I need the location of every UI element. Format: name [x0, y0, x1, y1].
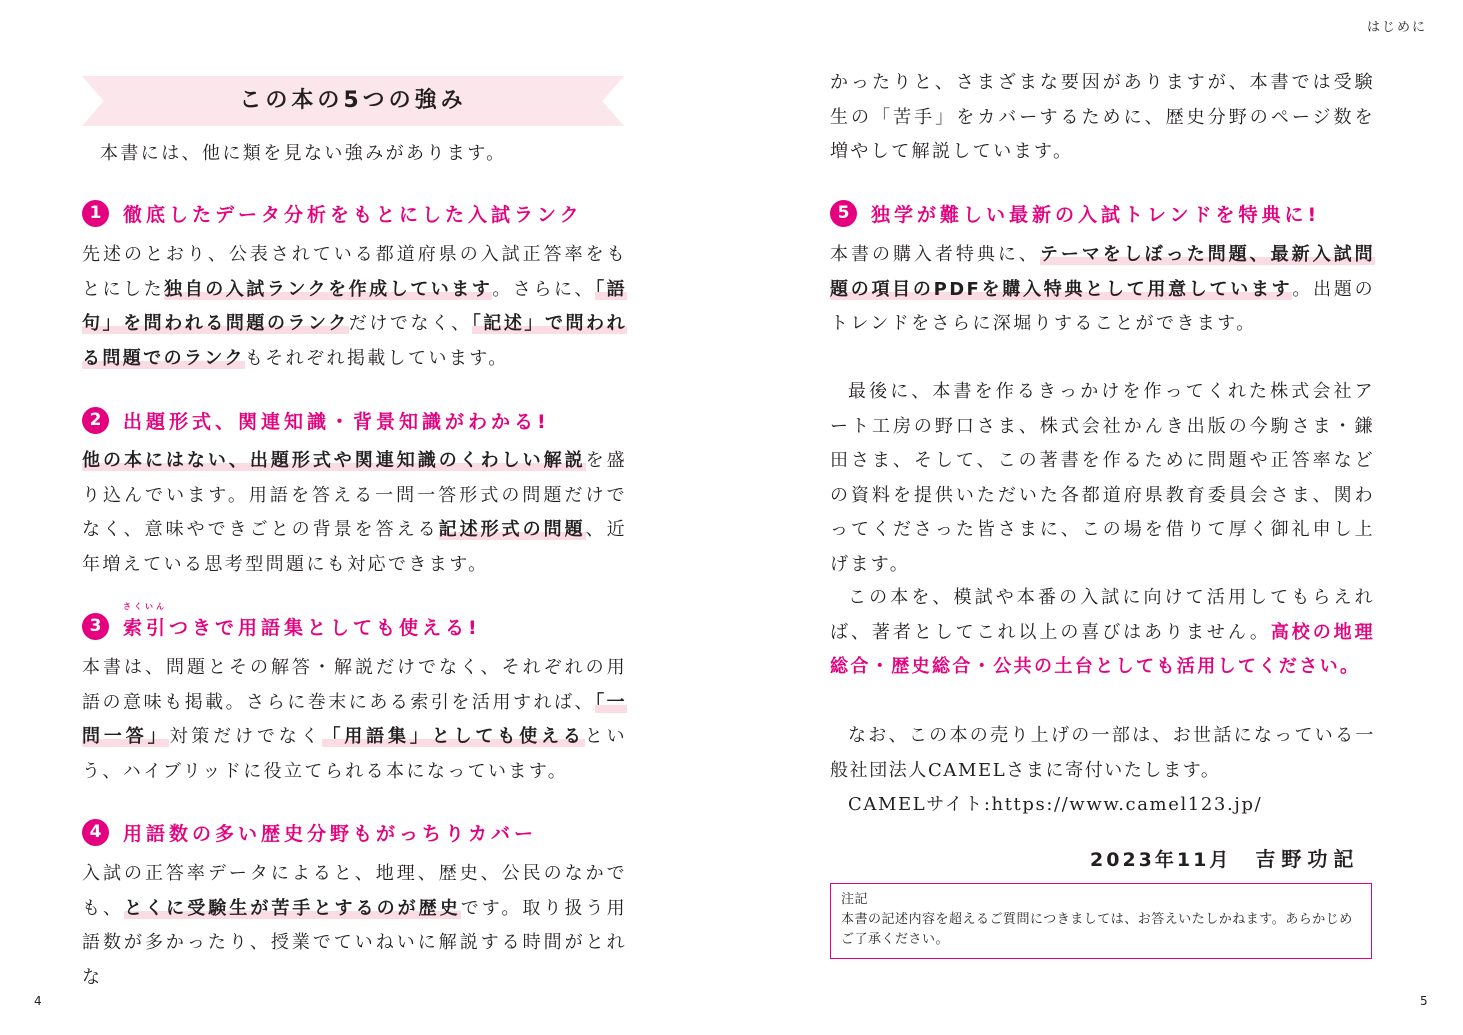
page-number-left: 4	[34, 994, 42, 1008]
camel-site-link[interactable]: CAMELサイト:https://www.camel123.jp/	[848, 794, 1263, 815]
strength-1-number: 1	[82, 200, 109, 227]
body-text: 。さらに、	[492, 278, 596, 300]
donation-text: なお、この本の売り上げの一部は、お世話になっている一般社団法人CAMELさまに寄付いたします。	[830, 725, 1375, 781]
body-text: もそれぞれ掲載しています。	[244, 347, 509, 369]
body-text: 本書は、問題とその解答・解説だけでなく、それぞれの用語の意味も掲載。さらに巻末にある索引を活用すれば、	[82, 657, 627, 713]
highlighted-phrase: 「記述」で問われる問題でのランク	[82, 313, 628, 369]
closing-text	[830, 581, 1375, 685]
strength-2-number: 2	[82, 407, 109, 434]
strength-1-title: 徹底したデータ分析をもとにした入試ランク	[123, 203, 583, 226]
strength-3-ruby-base-text: 索引	[123, 616, 170, 639]
strength-2-title: 出題形式、関連知識・背景知識がわかる!	[123, 410, 550, 433]
strength-1-body	[82, 238, 627, 376]
note-text: 本書の記述内容を超えるご質問につきましては、お答えいたしかねます。あらかじめご了承ください。	[841, 912, 1353, 947]
body-text: 本書の購入者特典に、	[830, 244, 1040, 265]
page-number-right: 5	[1420, 994, 1428, 1008]
strength-5-heading	[830, 198, 1320, 228]
closing-main: この本を、模試や本番の入試に向けて活用してもらえれば、著者としてこれ以上の喜びはありません。	[830, 587, 1375, 643]
strength-5-body	[830, 238, 1375, 342]
strength-5-title: 独学が難しい最新の入試トレンドを特典に!	[871, 203, 1321, 226]
signature-author: 吉野功記	[1255, 847, 1360, 871]
strength-3-heading	[82, 601, 481, 641]
strength-4-number: 4	[82, 819, 109, 846]
body-text: 、近年増えている思考型問題にも対応できます。	[82, 519, 627, 575]
closing-emphasis: 高校の地理総合・歴史総合・公共の土台としても活用してください。	[830, 621, 1376, 677]
strength-4-continuation: かったりと、さまざまな要因がありますが、本書では受験生の「苦手」をカバーするために、歴史分野のページ数を増やして解説しています。	[830, 72, 1375, 162]
highlighted-phrase: 独自の入試ランクを作成しています	[164, 278, 493, 300]
body-text: です。取り扱う用語数が多かったり、授業でていねいに解説する時間がとれな	[82, 897, 627, 988]
acknowledgement-text: 最後に、本書を作るきっかけを作ってくれた株式会社アート工房の野口さま、株式会社かんき出版の今駒さま・鎌田さま、そして、この著書を作るために問題や正答率などの資料を提供いただいた各都道府県教育委員会さま、関わってくださった皆さまに、この場を借りて厚く御礼申し上げます。	[830, 381, 1375, 575]
body-text: という、ハイブリッドに役立てられる本になっています。	[82, 726, 627, 782]
body-text: 対策だけでなく	[169, 726, 323, 747]
highlighted-phrase: とくに受験生が苦手とするのが歴史	[124, 897, 461, 919]
highlighted-phrase: 他の本にはない、出題形式や関連知識のくわしい解説	[82, 450, 586, 471]
strength-4-heading	[82, 817, 537, 847]
strength-5-number: 5	[830, 200, 857, 227]
intro-text: 本書には、他に類を見ない強みがあります。	[100, 143, 507, 164]
signature-date: 2023年11月	[1090, 849, 1232, 871]
strength-3-title	[123, 601, 481, 640]
page-title: この本の5つの強み	[239, 88, 467, 113]
body-text: を盛り込んでいます。用語を答える一問一答形式の問題だけでなく、意味やできごとの背景を答える	[82, 450, 627, 540]
strength-3-body	[82, 651, 627, 789]
strength-3-number: 3	[82, 613, 109, 640]
note-box	[830, 883, 1372, 959]
strength-1-heading	[82, 198, 583, 228]
strength-4-title: 用語数の多い歴史分野もがっちりカバー	[123, 822, 538, 845]
strength-3-title-rest: つきで用語集としても使える!	[169, 616, 481, 639]
note-label: 注記	[841, 892, 869, 907]
body-text: だけでなく、	[348, 313, 472, 334]
strength-3-ruby: さくいん	[123, 601, 167, 611]
strength-2-body	[82, 444, 627, 582]
strength-3-ruby-base	[123, 601, 170, 640]
highlighted-phrase: 「一問一答」	[82, 691, 627, 747]
highlighted-phrase: 記述形式の問題	[438, 519, 586, 540]
body-text: 先述のとおり、公表されている都道府県の入試正答率をもとにした	[82, 244, 627, 300]
highlighted-phrase: 「用語集」としても使える	[322, 726, 585, 747]
running-head: はじめに	[1366, 20, 1427, 35]
strength-4-body	[82, 857, 627, 995]
highlighted-phrase: 「語句」を問われる問題のランク	[82, 278, 627, 334]
signature	[1090, 843, 1359, 872]
body-text: 入試の正答率データによると、地理、歴史、公民のなかでも、	[82, 863, 627, 919]
highlighted-phrase: テーマをしぼった問題、最新入試問題の項目のPDFを購入特典として用意しています	[830, 244, 1375, 300]
strength-2-heading	[82, 405, 550, 435]
body-text: 。出題のトレンドをさらに深堀りすることができます。	[830, 278, 1375, 334]
